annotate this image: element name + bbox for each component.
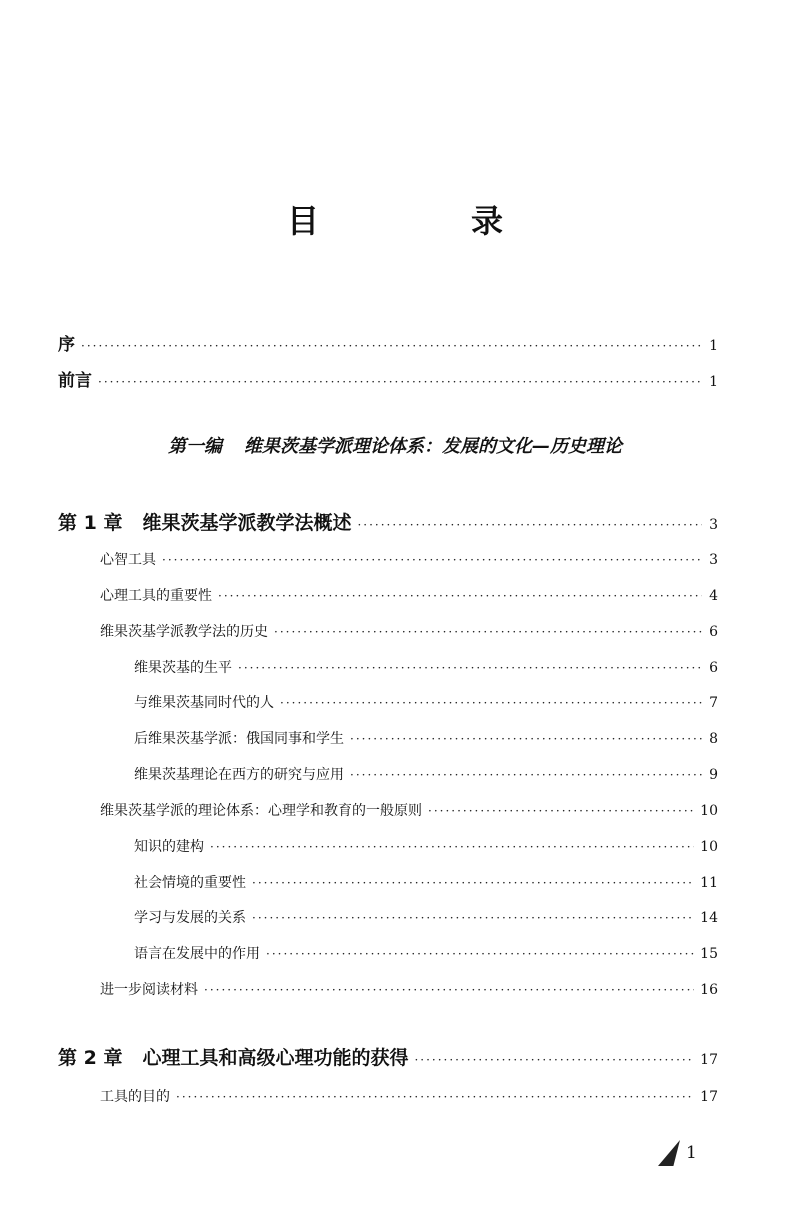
toc-page-number: 10 <box>700 839 718 855</box>
toc-entry-label: 学习与发展的关系 <box>134 910 246 926</box>
leader-dots <box>350 768 702 782</box>
toc-page-number: 14 <box>700 910 718 926</box>
toc-entry-label: 知识的建构 <box>134 839 204 855</box>
leader-dots <box>357 518 702 532</box>
toc-page-number: 3 <box>709 552 718 568</box>
toc-page-number: 4 <box>709 588 718 604</box>
toc-entry-label: 进一步阅读材料 <box>100 982 198 998</box>
part-heading <box>0 432 790 458</box>
toc-page-number: 10 <box>700 803 718 819</box>
part-title: 维果茨基学派理论体系：发展的文化—历史理论 <box>244 436 622 457</box>
toc-entry[interactable] <box>134 943 718 963</box>
leader-dots <box>274 625 702 639</box>
chapter-number: 第 2 章 <box>58 1047 123 1069</box>
leader-dots <box>238 661 702 675</box>
toc-page-number: 7 <box>709 695 718 711</box>
toc-entry[interactable] <box>100 1086 718 1106</box>
toc-page-number: 16 <box>700 982 718 998</box>
leader-dots <box>280 696 702 710</box>
part-number: 第一编 <box>168 436 222 457</box>
toc-chapter-2[interactable] <box>58 1043 718 1070</box>
toc-entry[interactable] <box>134 764 718 784</box>
toc-entry[interactable] <box>134 907 718 927</box>
toc-entry[interactable] <box>100 800 718 820</box>
toc-page-number: 6 <box>709 660 718 676</box>
toc-page-number: 1 <box>709 374 718 390</box>
toc-page-number: 11 <box>700 875 718 891</box>
leader-dots <box>350 732 702 746</box>
toc-entry-label: 前言 <box>58 371 92 391</box>
toc-entry[interactable] <box>100 549 718 569</box>
toc-page-number: 6 <box>709 624 718 640</box>
leader-dots <box>218 589 702 603</box>
toc-page-number: 3 <box>709 517 718 533</box>
toc-entry-label: 心智工具 <box>100 552 156 568</box>
toc-entry[interactable] <box>134 872 718 892</box>
leader-dots <box>414 1053 694 1067</box>
toc-entry[interactable] <box>134 692 718 712</box>
chapter-heading <box>58 508 351 535</box>
toc-entry-label: 序 <box>58 335 75 355</box>
toc-page-number: 17 <box>700 1052 718 1068</box>
leader-dots <box>176 1090 694 1104</box>
toc-entry-label: 维果茨基的生平 <box>134 660 232 676</box>
toc-entry-label: 与维果茨基同时代的人 <box>134 695 274 711</box>
toc-entry-preface[interactable] <box>58 330 718 355</box>
leader-dots <box>81 339 702 353</box>
leader-dots <box>210 840 694 854</box>
toc-entry[interactable] <box>134 728 718 748</box>
chapter-heading <box>58 1043 408 1070</box>
leader-dots <box>98 375 702 389</box>
toc-entry[interactable] <box>100 979 718 999</box>
leader-dots <box>204 983 694 997</box>
toc-entry[interactable] <box>100 621 718 641</box>
toc-entry-label: 维果茨基学派的理论体系：心理学和教育的一般原则 <box>100 803 422 819</box>
toc-entry-label: 心理工具的重要性 <box>100 588 212 604</box>
toc-entry-label: 后维果茨基学派：俄国同事和学生 <box>134 731 344 747</box>
toc-entry[interactable] <box>134 836 718 856</box>
toc-entry[interactable] <box>100 585 718 605</box>
toc-entry-label: 维果茨基学派教学法的历史 <box>100 624 268 640</box>
toc-page-number: 17 <box>700 1089 718 1105</box>
folio-leaf-icon <box>658 1140 680 1166</box>
chapter-title: 维果茨基学派教学法概述 <box>142 512 352 534</box>
chapter-number: 第 1 章 <box>58 512 123 534</box>
leader-dots <box>162 553 702 567</box>
chapter-title: 心理工具和高级心理功能的获得 <box>142 1047 409 1069</box>
toc-page-number: 15 <box>700 946 718 962</box>
toc-entry-label: 社会情境的重要性 <box>134 875 246 891</box>
page-folio <box>658 1140 697 1166</box>
toc-entry-label: 语言在发展中的作用 <box>134 946 260 962</box>
leader-dots <box>252 911 694 925</box>
leader-dots <box>252 876 694 890</box>
toc-page-number: 9 <box>709 767 718 783</box>
toc-page-number: 1 <box>709 338 718 354</box>
toc-entry-label: 工具的目的 <box>100 1089 170 1105</box>
leader-dots <box>428 804 694 818</box>
toc-chapter-1[interactable] <box>58 508 718 535</box>
toc-page-number: 8 <box>709 731 718 747</box>
toc-entry-foreword[interactable] <box>58 366 718 391</box>
leader-dots <box>266 947 694 961</box>
page-title: 目 录 <box>286 202 563 240</box>
toc-entry[interactable] <box>134 657 718 677</box>
folio-number: 1 <box>686 1143 697 1163</box>
toc-entry-label: 维果茨基理论在西方的研究与应用 <box>134 767 344 783</box>
